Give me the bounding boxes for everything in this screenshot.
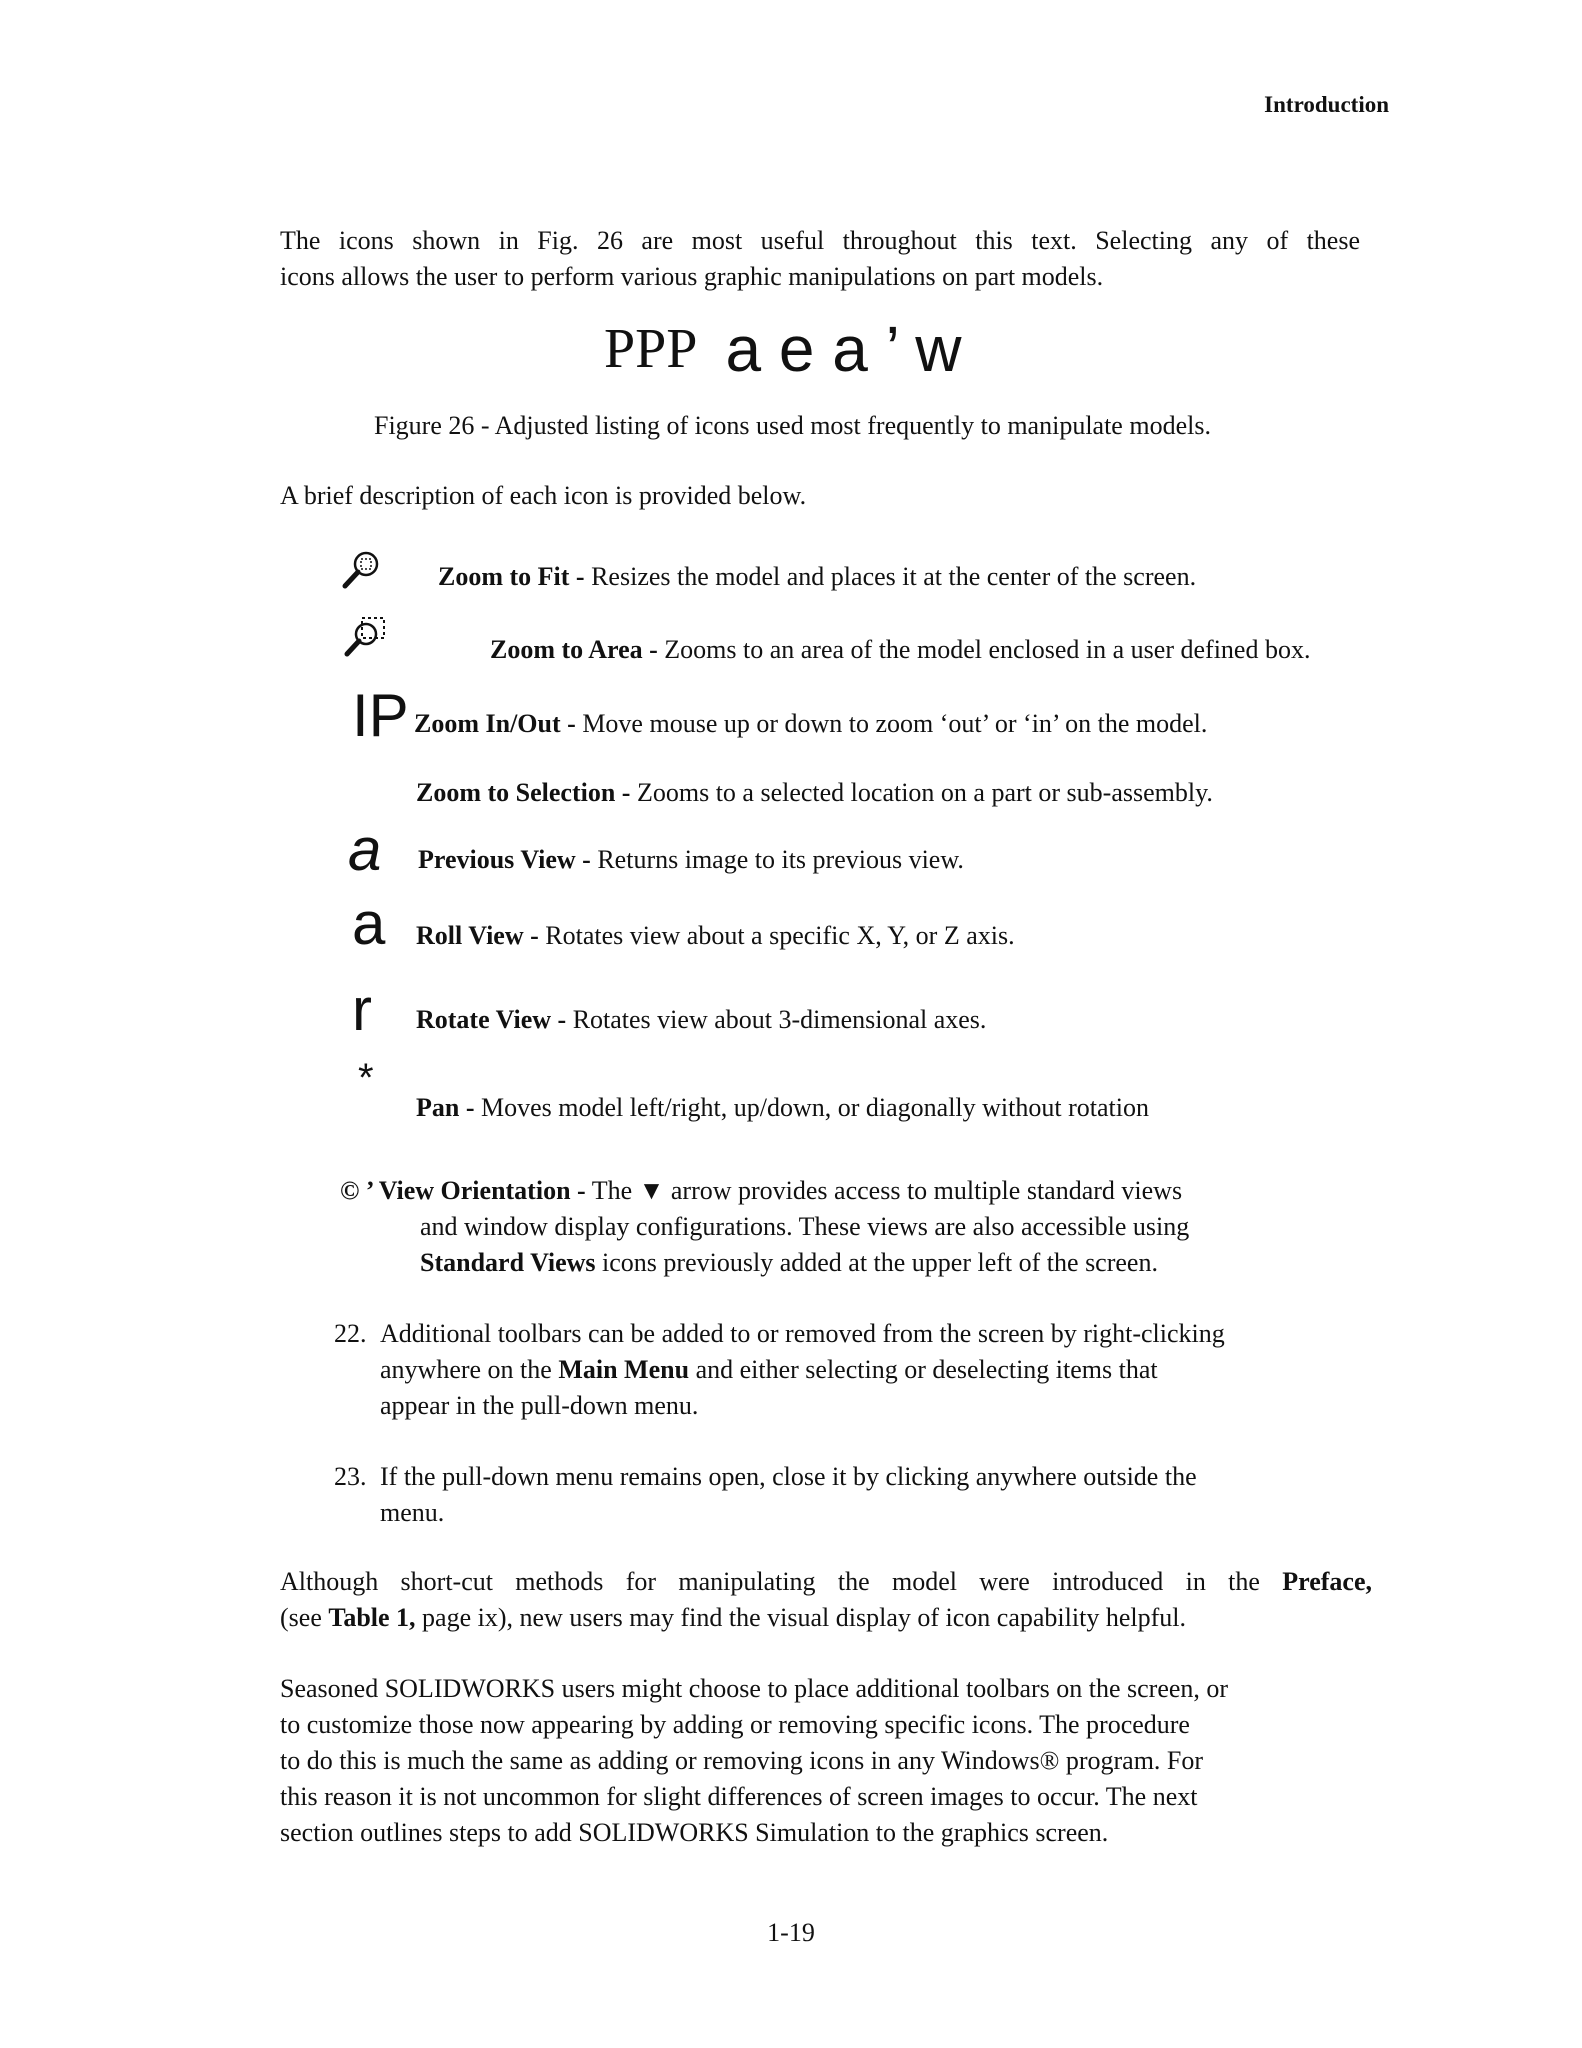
seasoned-line-2: to customize those now appearing by adding or removing specific icons. The procedure [280, 1710, 1190, 1739]
figure-icon-strip [604, 314, 961, 384]
step-23-line-2: menu. [380, 1498, 445, 1527]
icon-desc-previous-view: Previous View - Returns image to its previous view. [418, 845, 964, 874]
intro-line-1: The icons shown in Fig. 26 are most useful throughout this text. Selecting any of these [280, 226, 1360, 255]
step-23-line-1: If the pull-down menu remains open, close it by clicking anywhere outside the [380, 1462, 1197, 1491]
intro-line-2: icons allows the user to perform various graphic manipulations on part models. [280, 262, 1104, 291]
running-header: Introduction [1264, 92, 1389, 117]
step-22-line-1: Additional toolbars can be added to or removed from the screen by right-clicking [380, 1319, 1225, 1348]
brief-description: A brief description of each icon is provided below. [280, 481, 807, 510]
step-22-number: 22. [334, 1319, 367, 1348]
view-orientation-line-2: and window display configurations. These views are also accessible using [420, 1212, 1190, 1241]
pan-icon: * [358, 1056, 374, 1100]
roll-view-icon: a [352, 890, 386, 957]
seasoned-line-5: section outlines steps to add SOLIDWORKS Simulation to the graphics screen. [280, 1818, 1109, 1847]
shortcut-line-1: Although short-cut methods for manipulating the model were introduced in the Preface, [280, 1567, 1372, 1596]
page-number: 1-19 [767, 1918, 815, 1947]
zoom-to-area-icon [342, 614, 388, 660]
icon-desc-pan: Pan - Moves model left/right, up/down, or diagonally without rotation [416, 1093, 1149, 1122]
step-22-line-2: anywhere on the Main Menu and either selecting or deselecting items that [380, 1355, 1158, 1384]
zoom-in-out-icon: IP [352, 682, 409, 749]
seasoned-line-4: this reason it is not uncommon for slight differences of screen images to occur. The next [280, 1782, 1198, 1811]
shortcut-line-2: (see Table 1, page ix), new users may find the visual display of icon capability helpful. [280, 1603, 1186, 1632]
icon-desc-roll-view: Roll View - Rotates view about a specific X, Y, or Z axis. [416, 921, 1015, 950]
icon-desc-zoom-to-fit: Zoom to Fit - Resizes the model and places it at the center of the screen. [438, 562, 1197, 591]
rotate-view-icon: r [352, 976, 372, 1043]
figure-glyph-serif: PPP [604, 318, 698, 380]
icon-desc-rotate-view: Rotate View - Rotates view about 3-dimensional axes. [416, 1005, 987, 1034]
seasoned-line-1: Seasoned SOLIDWORKS users might choose to place additional toolbars on the screen, or [280, 1674, 1229, 1703]
icon-desc-zoom-to-area: Zoom to Area - Zooms to an area of the model enclosed in a user defined box. [490, 635, 1311, 664]
figure-glyph-sans: a e a ’ w [725, 313, 962, 385]
icon-desc-zoom-in-out: Zoom In/Out - Move mouse up or down to zoom ‘out’ or ‘in’ on the model. [414, 709, 1208, 738]
figure-caption: Figure 26 - Adjusted listing of icons used most frequently to manipulate models. [374, 411, 1211, 440]
view-orientation-line-1: © ’ View Orientation - The ▼ arrow provides access to multiple standard views [340, 1176, 1183, 1205]
step-22-line-3: appear in the pull-down menu. [380, 1391, 699, 1420]
view-orientation-line-3: Standard Views icons previously added at the upper left of the screen. [420, 1248, 1158, 1277]
step-23-number: 23. [334, 1462, 367, 1491]
icon-desc-zoom-to-selection: Zoom to Selection - Zooms to a selected location on a part or sub-assembly. [416, 778, 1213, 807]
previous-view-icon: a [348, 816, 382, 883]
seasoned-line-3: to do this is much the same as adding or removing icons in any Windows® program. For [280, 1746, 1204, 1775]
zoom-to-fit-icon [340, 548, 384, 592]
